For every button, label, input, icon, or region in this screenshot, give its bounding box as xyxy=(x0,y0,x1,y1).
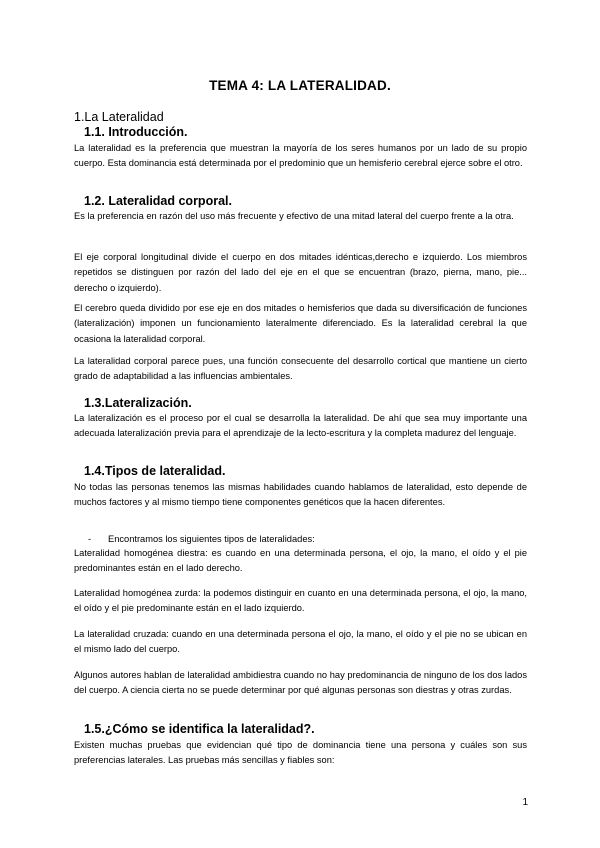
page-number: 1 xyxy=(522,797,528,808)
section-heading-1: 1.La Lateralidad xyxy=(74,110,164,124)
bullet-text: Encontramos los siguientes tipos de lateralidades: xyxy=(108,534,315,544)
paragraph-introduccion: La lateralidad es la preferencia que muestran la mayoría de los seres humanos por un lado de su propio cuerpo. Esta dominancia está determinada por el predominio que un hemisferio cerebral ejerce sobre el otro. xyxy=(74,143,527,169)
paragraph-lateralidad-corporal-1: Es la preferencia en razón del uso más frecuente y efectivo de una mitad lateral del cuerpo frente a la otra. xyxy=(74,211,514,221)
paragraph-cruzada: La lateralidad cruzada: cuando en una determinada persona el ojo, la mano, el oído y el pie no se ubican en el mismo lado del cuerpo. xyxy=(74,629,527,655)
document-title: TEMA 4: LA LATERALIDAD. xyxy=(209,78,391,93)
subsection-heading-1-4: 1.4.Tipos de lateralidad. xyxy=(84,464,226,478)
subsection-heading-1-5: 1.5.¿Cómo se identifica la lateralidad?. xyxy=(84,722,315,736)
bullet-item xyxy=(88,534,315,544)
paragraph-tipos-1: No todas las personas tenemos las mismas habilidades cuando hablamos de lateralidad, esto depende de muchos factores y al mismo tiempo tiene componentes genéticos que la hacen diferentes. xyxy=(74,482,527,508)
subsection-heading-1-1: 1.1. Introducción. xyxy=(84,125,188,139)
bullet-dash: - xyxy=(88,534,92,544)
subsection-heading-1-2: 1.2. Lateralidad corporal. xyxy=(84,194,232,208)
paragraph-homogenea-diestra: Lateralidad homogénea diestra: es cuando en una determinada persona, el ojo, la mano, el oído y el pie predominantes están en el lado derecho. xyxy=(74,548,527,574)
paragraph-lateralidad-corporal-3: El cerebro queda dividido por ese eje en dos mitades o hemisferios que dada su diversificación de funciones (lateralización) imponen un funcionamiento lateralmente diferenciado. Es la lateralidad cerebral la que ocasiona la lateralidad corporal. xyxy=(74,303,527,344)
paragraph-homogenea-zurda: Lateralidad homogénea zurda: la podemos distinguir en cuanto en una determinada persona, el ojo, la mano, el oído y el pie predominante están en el lado izquierdo. xyxy=(74,588,527,614)
paragraph-lateralidad-corporal-2: El eje corporal longitudinal divide el cuerpo en dos mitades idénticas,derecho e izquierdo. Los miembros repetidos se distinguen por razón del lado del eje en el que se encuentran (brazo, pierna, mano, pie... derecho o izquierdo). xyxy=(74,252,527,293)
paragraph-identifica: Existen muchas pruebas que evidencian qué tipo de dominancia tiene una persona y cuáles son sus preferencias laterales. Las pruebas más sencillas y fiables son: xyxy=(74,740,527,766)
paragraph-ambidiestra: Algunos autores hablan de lateralidad ambidiestra cuando no hay predominancia de ninguno de los dos lados del cuerpo. A ciencia cierta no se puede determinar por qué algunas personas son diestras y otras zurdas. xyxy=(74,670,527,696)
paragraph-lateralidad-corporal-4: La lateralidad corporal parece pues, una función consecuente del desarrollo cortical que mantiene un cierto grado de adaptabilidad a las influencias ambientales. xyxy=(74,356,527,382)
paragraph-lateralizacion: La lateralización es el proceso por el cual se desarrolla la lateralidad. De ahí que sea muy importante una adecuada lateralización previa para el aprendizaje de la lecto-escritura y la completa madurez del lenguaje. xyxy=(74,413,527,439)
subsection-heading-1-3: 1.3.Lateralización. xyxy=(84,396,192,410)
